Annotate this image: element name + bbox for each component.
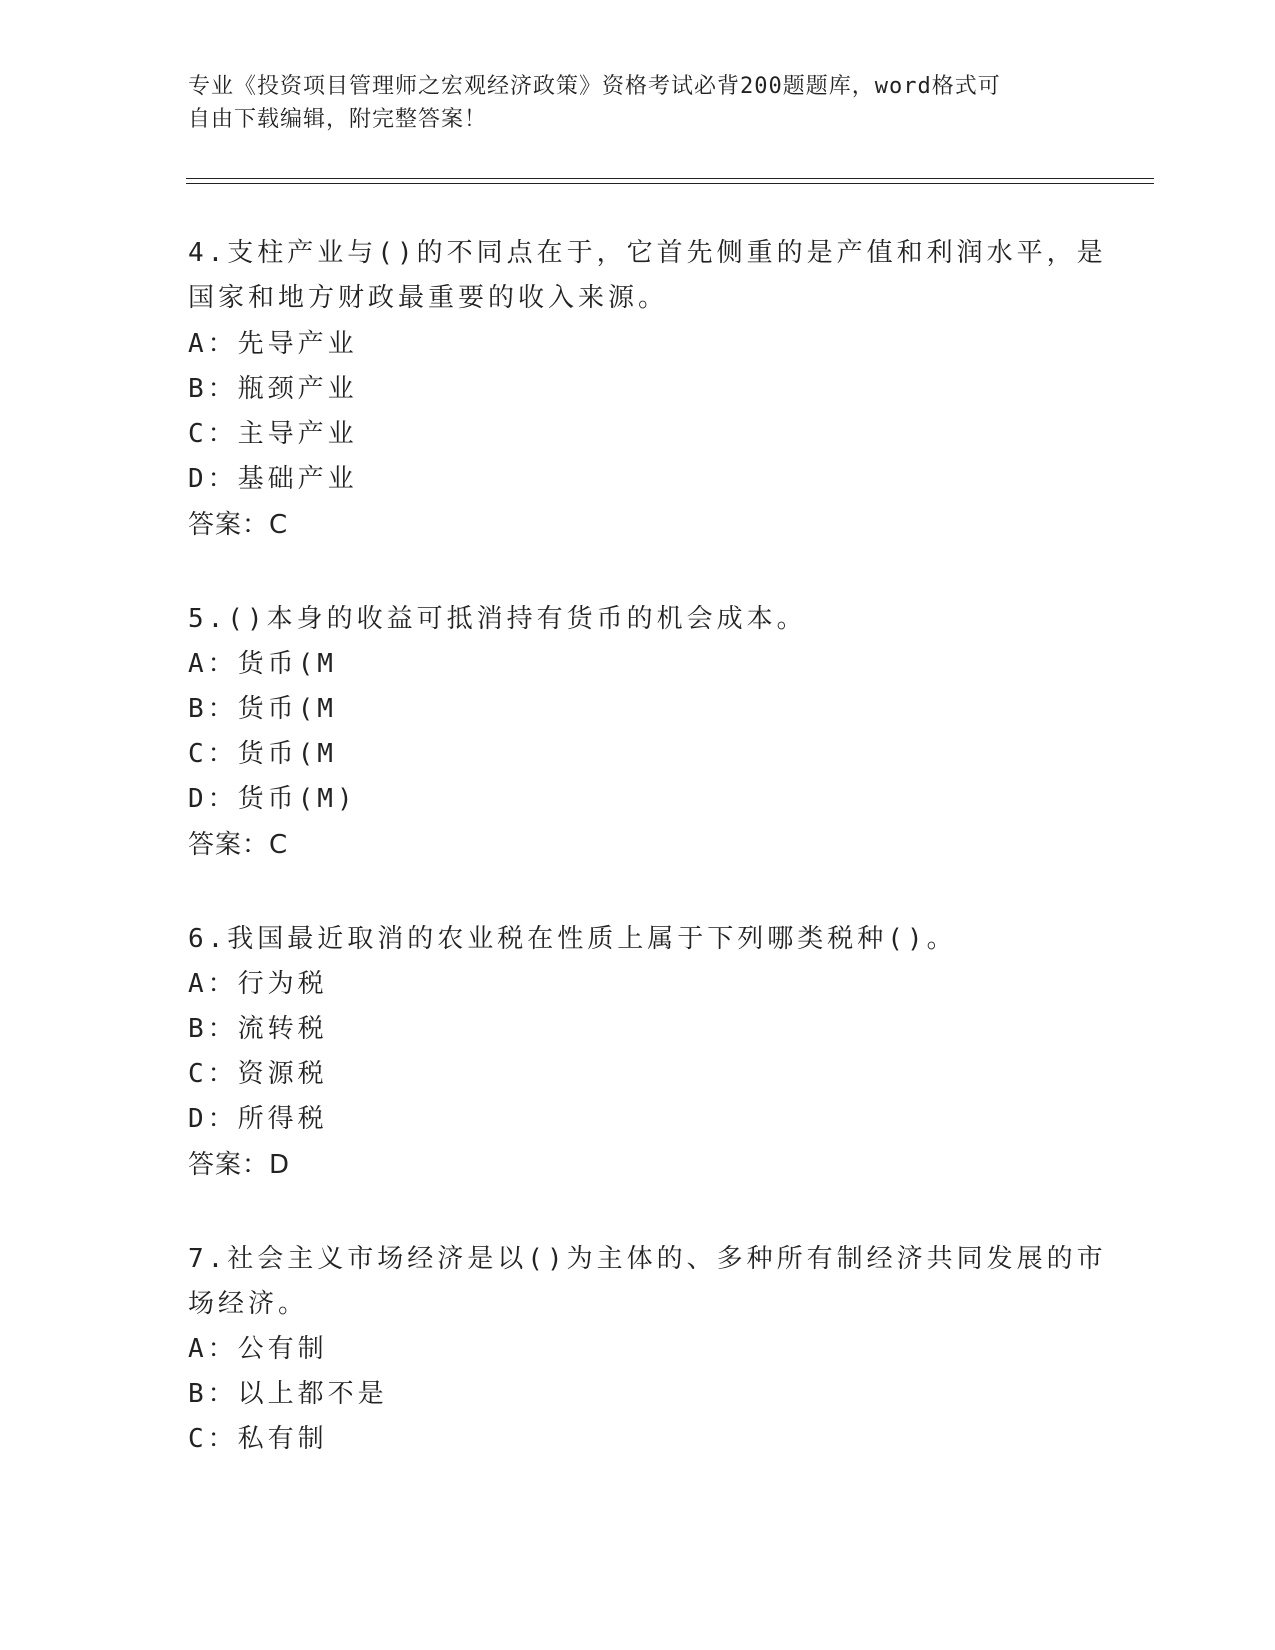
question-7-stem-line-1: 7.社会主义市场经济是以()为主体的、多种所有制经济共同发展的市	[188, 1244, 1107, 1274]
question-4-option-d: D：基础产业	[188, 464, 358, 494]
question-7-stem-line-2: 场经济。	[188, 1289, 309, 1319]
question-4-stem-line-2: 国家和地方财政最重要的收入来源。	[188, 283, 669, 313]
question-5-option-b: B：货币(M	[188, 694, 337, 724]
question-7-option-b: B：以上都不是	[188, 1379, 388, 1409]
question-6-option-a: A：行为税	[188, 969, 328, 999]
question-6-stem-line-1: 6.我国最近取消的农业税在性质上属于下列哪类税种()。	[188, 924, 957, 954]
question-4-option-a: A：先导产业	[188, 329, 358, 359]
question-7-option-c: C：私有制	[188, 1424, 328, 1454]
question-6-option-c: C：资源税	[188, 1059, 328, 1089]
header-line-2: 自由下载编辑，附完整答案！	[188, 107, 488, 132]
document-header	[188, 70, 1068, 136]
question-5-option-c: C：货币(M	[188, 739, 337, 769]
header-divider-top	[186, 178, 1154, 179]
question-6-option-b: B：流转税	[188, 1014, 328, 1044]
header-divider-bottom	[186, 183, 1154, 184]
question-7-option-a: A：公有制	[188, 1334, 328, 1364]
question-4-option-b: B：瓶颈产业	[188, 374, 358, 404]
question-4-option-c: C：主导产业	[188, 419, 358, 449]
question-5-option-a: A：货币(M	[188, 649, 337, 679]
question-5-option-d: D：货币(M)	[188, 784, 357, 814]
header-line-1: 专业《投资项目管理师之宏观经济政策》资格考试必背200题题库，word格式可	[188, 74, 1001, 99]
question-4-stem-line-1: 4.支柱产业与()的不同点在于，它首先侧重的是产值和利润水平，是	[188, 238, 1107, 268]
question-6-answer: 答案：D	[188, 1150, 291, 1180]
question-4-answer: 答案：C	[188, 510, 289, 540]
question-5-answer: 答案：C	[188, 830, 289, 860]
question-5-stem-line-1: 5.()本身的收益可抵消持有货币的机会成本。	[188, 604, 807, 634]
question-6-option-d: D：所得税	[188, 1104, 328, 1134]
